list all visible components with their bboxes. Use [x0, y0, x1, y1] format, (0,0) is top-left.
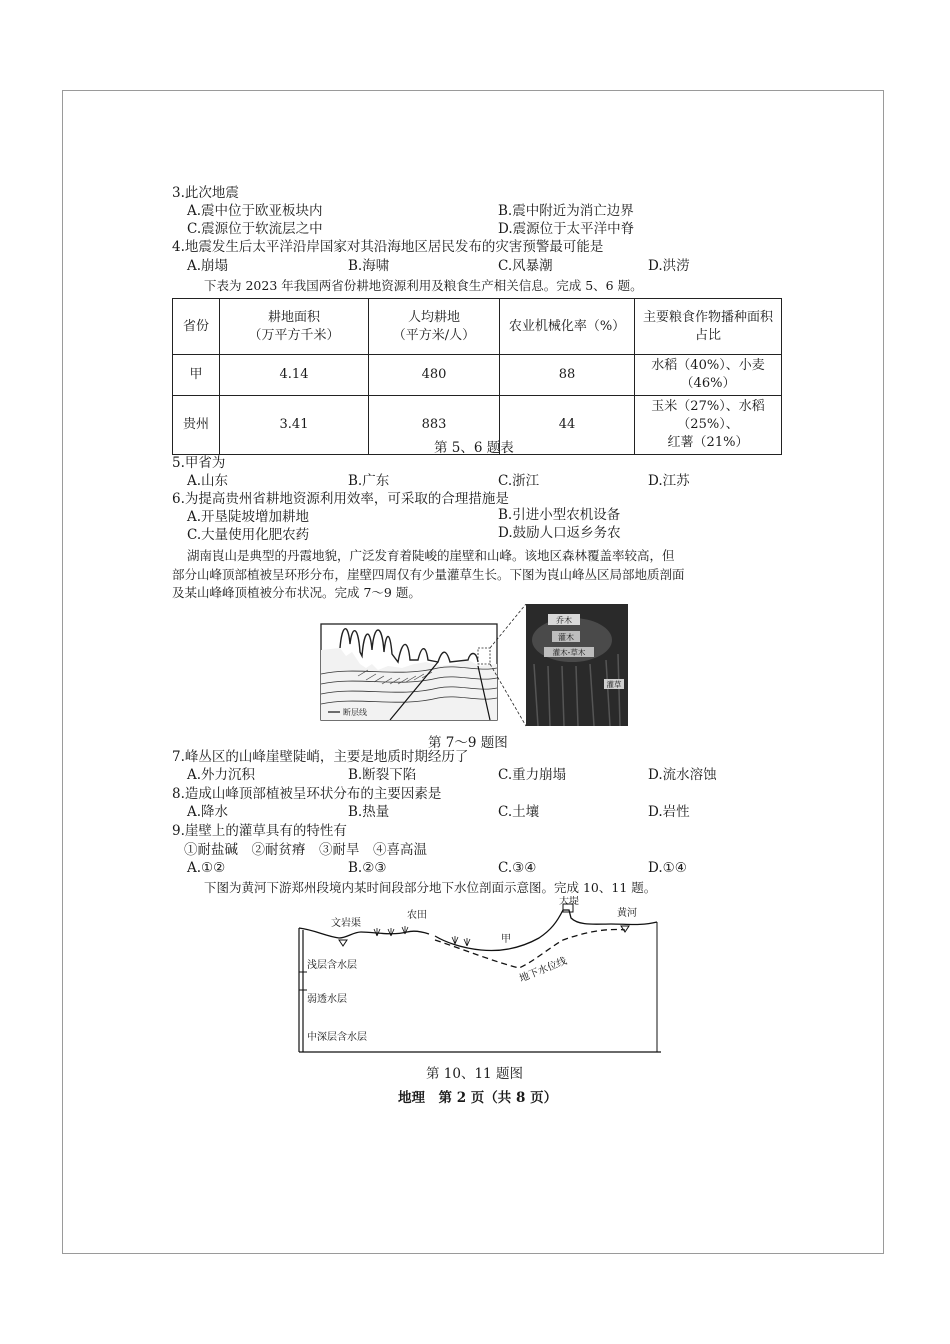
label-farmland: 农田	[407, 910, 427, 921]
q6-option-b: B.引进小型农机设备	[498, 507, 621, 523]
intro-7-9-line3: 及某山峰峰顶植被分布状况。完成 7～9 题。	[172, 585, 421, 600]
intro-10-11: 下图为黄河下游郑州段境内某时间段部分地下水位剖面示意图。完成 10、11 题。	[204, 880, 657, 895]
q4-option-c: C.风暴潮	[498, 258, 553, 274]
photo-label-shrub-grass: 灌木-草木	[552, 648, 586, 657]
cropland-table	[172, 298, 782, 455]
photo-label-grass: 灌草	[606, 680, 622, 689]
groundwater-figure	[295, 896, 665, 1060]
label-water-table: 地下水位线	[518, 955, 569, 985]
q7-option-b: B.断裂下陷	[348, 767, 417, 783]
figure-7-9-caption: 第 7～9 题图	[428, 735, 508, 751]
th-province: 省份	[173, 299, 220, 355]
label-canal: 文岩渠	[331, 918, 361, 929]
q9-statements: ①耐盐碱 ②耐贫瘠 ③耐旱 ④喜高温	[184, 842, 427, 858]
q4-option-a: A.崩塌	[187, 258, 229, 274]
q5-option-a: A.山东	[187, 473, 229, 489]
q5-option-c: C.浙江	[498, 473, 540, 489]
q9-option-b: B.②③	[348, 860, 387, 876]
figure-10-11-caption: 第 10、11 题图	[426, 1066, 523, 1082]
th-mechanization: 农业机械化率（%）	[500, 299, 635, 355]
label-levee: 大堤	[559, 896, 579, 907]
q8-stem: 8.造成山峰顶部植被呈环状分布的主要因素是	[172, 786, 442, 802]
intro-7-9-line1: 湖南崀山是典型的丹霞地貌，广泛发育着陡峻的崖壁和山峰。该地区森林覆盖率较高，但	[187, 548, 675, 563]
th-per-capita: 人均耕地 （平方米/人）	[369, 299, 500, 355]
th-area: 耕地面积 （万平方千米）	[220, 299, 369, 355]
label-deep-aquifer: 中深层含水层	[307, 1032, 367, 1043]
q7-option-d: D.流水溶蚀	[648, 767, 717, 783]
geology-figure	[318, 604, 630, 730]
q8-option-c: C.土壤	[498, 804, 540, 820]
q7-option-a: A.外力沉积	[187, 767, 256, 783]
q3-option-b: B.震中附近为消亡边界	[498, 203, 634, 219]
q3-stem: 3.此次地震	[172, 185, 239, 201]
q8-option-d: D.岩性	[648, 804, 690, 820]
q7-stem: 7.峰丛区的山峰崖壁陡峭，主要是地质时期经历了	[172, 749, 469, 765]
q6-option-c: C.大量使用化肥农药	[187, 527, 310, 543]
q6-option-a: A.开垦陡坡增加耕地	[187, 509, 310, 525]
page-footer: 地理 第 2 页（共 8 页）	[398, 1090, 558, 1106]
q8-option-a: A.降水	[187, 804, 229, 820]
th-crops: 主要粮食作物播种面积占比	[635, 299, 782, 355]
photo-label-tree: 乔木	[556, 616, 572, 625]
q4-option-b: B.海啸	[348, 258, 390, 274]
label-aquitard: 弱透水层	[307, 994, 347, 1005]
label-shallow-aquifer: 浅层含水层	[307, 960, 357, 971]
intro-5-6: 下表为 2023 年我国两省份耕地资源利用及粮食生产相关信息。完成 5、6 题。	[204, 278, 643, 293]
q4-stem: 4.地震发生后太平洋沿岸国家对其沿海地区居民发布的灾害预警最可能是	[172, 239, 604, 255]
q3-option-c: C.震源位于软流层之中	[187, 221, 323, 237]
fault-legend-label: 断层线	[343, 708, 367, 717]
q5-stem: 5.甲省为	[172, 455, 226, 471]
table-row: 甲 4.14 480 88 水稻（40%）、小麦（46%）	[173, 355, 782, 396]
canal-symbol	[339, 940, 347, 946]
q3-option-d: D.震源位于太平洋中脊	[498, 221, 635, 237]
farmland-plants	[374, 926, 470, 946]
q8-option-b: B.热量	[348, 804, 390, 820]
q3-option-a: A.震中位于欧亚板块内	[187, 203, 323, 219]
q6-stem: 6.为提高贵州省耕地资源利用效率，可采取的合理措施是	[172, 491, 509, 507]
river-symbol	[621, 926, 629, 932]
label-river: 黄河	[617, 908, 637, 919]
table-caption: 第 5、6 题表	[434, 440, 514, 456]
q9-option-c: C.③④	[498, 860, 537, 876]
label-jia: 甲	[501, 934, 511, 945]
q9-stem: 9.崖壁上的灌草具有的特性有	[172, 823, 347, 839]
q9-option-a: A.①②	[187, 860, 226, 876]
intro-7-9-line2: 部分山峰顶部植被呈环形分布，崖壁四周仅有少量灌草生长。下图为崀山峰丛区局部地质剖面	[172, 567, 685, 582]
ground-surface-left	[299, 928, 429, 938]
photo-label-shrub: 灌木	[558, 633, 574, 642]
q7-option-c: C.重力崩塌	[498, 767, 567, 783]
q5-option-b: B.广东	[348, 473, 390, 489]
q4-option-d: D.洪涝	[648, 258, 690, 274]
q6-option-d: D.鼓励人口返乡务农	[498, 525, 621, 541]
table-row: 贵州 3.41 883 44 玉米（27%）、水稻（25%）、 红薯（21%）	[173, 396, 782, 455]
q9-option-d: D.①④	[648, 860, 687, 876]
water-table-line	[435, 929, 625, 968]
q5-option-d: D.江苏	[648, 473, 690, 489]
